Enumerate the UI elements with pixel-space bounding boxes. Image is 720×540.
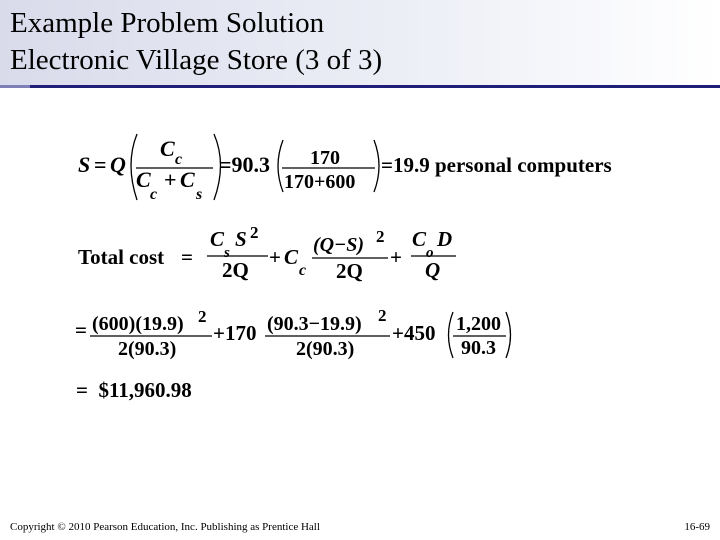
eq3-t3-den: 90.3 bbox=[461, 337, 496, 359]
eq2-t1-S: S bbox=[235, 227, 247, 251]
eq1-num-c: c bbox=[175, 151, 183, 168]
eq3-t2-den: 2(90.3) bbox=[296, 338, 355, 360]
eq2-t1-s: s bbox=[224, 245, 230, 261]
eq3-plus450: +450 bbox=[392, 321, 436, 345]
eq1-plus: + bbox=[164, 167, 177, 192]
eq3-left-paren bbox=[449, 312, 454, 358]
equation-substitution bbox=[75, 306, 511, 360]
eq3-t1-exp: 2 bbox=[198, 307, 207, 326]
eq2-t3-C: C bbox=[412, 227, 427, 251]
slide-title-line-2: Electronic Village Store (3 of 3) bbox=[10, 44, 383, 76]
eq1-num2: 170 bbox=[310, 147, 340, 169]
eq2-t1-C: C bbox=[210, 227, 225, 251]
eq1-den2: 170+600 bbox=[284, 171, 356, 193]
eq1-den-C2: C bbox=[180, 167, 195, 192]
equation-result bbox=[76, 378, 192, 402]
eq3-right-paren bbox=[506, 312, 511, 358]
eq3-t2-exp: 2 bbox=[378, 306, 387, 325]
equation-total-cost-formula bbox=[78, 223, 456, 283]
eq1-result1: =90.3 bbox=[219, 152, 271, 177]
eq2-t1-den: 2Q bbox=[222, 258, 249, 282]
eq2-t1-exp: 2 bbox=[250, 223, 259, 242]
eq4-result: = $11,960.98 bbox=[76, 378, 192, 402]
page-number: 16-69 bbox=[684, 521, 710, 533]
eq2-t3-o: o bbox=[426, 245, 434, 261]
equation-order-size bbox=[78, 134, 612, 203]
eq1-den-c: c bbox=[150, 186, 158, 203]
eq1-Q: Q bbox=[110, 152, 126, 177]
eq2-t2-den: 2Q bbox=[336, 259, 363, 283]
eq1-num-C: C bbox=[160, 136, 175, 161]
eq2-t3-D: D bbox=[437, 227, 453, 251]
eq1-S: S bbox=[78, 152, 91, 177]
eq2-plus2: + bbox=[390, 245, 402, 269]
eq2-plus1: + bbox=[269, 245, 281, 269]
copyright-footer: Copyright © 2010 Pearson Education, Inc. Publishing as Prentice Hall bbox=[10, 521, 320, 533]
eq2-t3-den: Q bbox=[425, 258, 441, 282]
eq1-result2: =19.9 personal computers bbox=[381, 153, 612, 177]
eq2-C: C bbox=[284, 245, 299, 269]
eq2-c: c bbox=[299, 262, 307, 279]
eq1-den-s: s bbox=[196, 186, 203, 203]
eq1-left-paren2 bbox=[278, 140, 283, 192]
eq2-equals: = bbox=[181, 245, 193, 269]
slide-title-line-1: Example Problem Solution bbox=[10, 7, 325, 39]
eq1-den-C: C bbox=[136, 167, 151, 192]
eq1-equals: = bbox=[94, 152, 107, 177]
eq3-t1-num: (600)(19.9) bbox=[92, 313, 184, 335]
eq3-t1-den: 2(90.3) bbox=[118, 338, 177, 360]
eq2-label: Total cost bbox=[78, 245, 165, 269]
eq3-plus170: +170 bbox=[213, 321, 257, 345]
eq3-equals: = bbox=[75, 318, 87, 342]
eq3-t2-num: (90.3−19.9) bbox=[267, 313, 362, 335]
eq2-t2-exp: 2 bbox=[376, 227, 385, 246]
eq2-t2-num: (Q−S) bbox=[313, 234, 365, 256]
eq3-t3-num: 1,200 bbox=[456, 313, 501, 335]
eq1-right-paren2 bbox=[374, 140, 379, 192]
